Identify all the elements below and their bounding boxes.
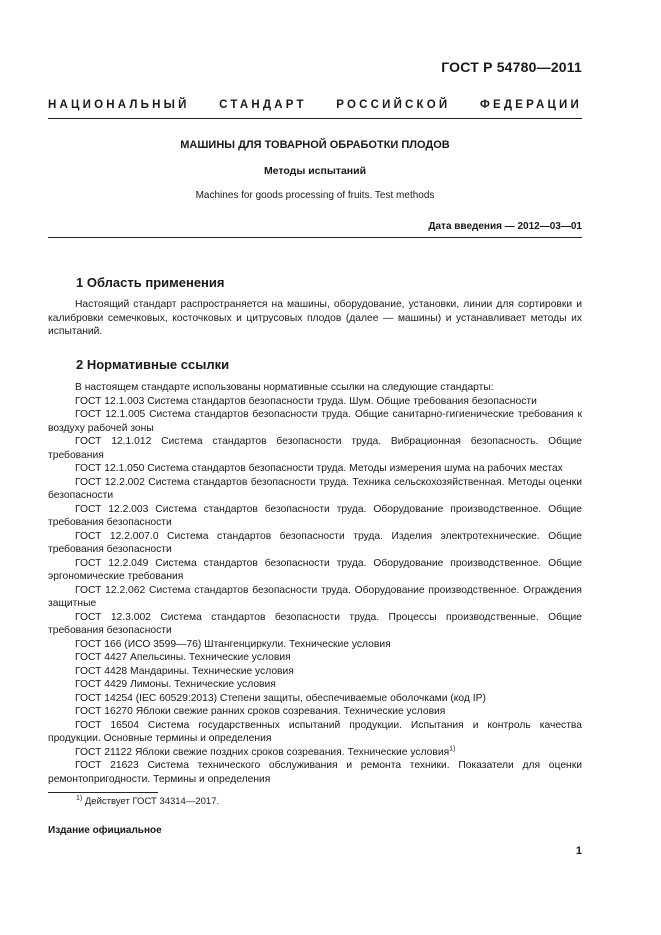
reference-item — [48, 746, 582, 760]
footnote-text: Действует ГОСТ 34314—2017. — [84, 796, 220, 807]
reference-item: ГОСТ 12.2.007.0 Система стандартов безопасности труда. Изделия электротехнические. Общие требования безопасности — [48, 530, 582, 555]
reference-item: ГОСТ 12.3.002 Система стандартов безопасности труда. Процессы производственные. Общие требования безопасности — [48, 611, 582, 636]
national-standard-heading: НАЦИОНАЛЬНЫЙ СТАНДАРТ РОССИЙСКОЙ ФЕДЕРАЦИИ — [48, 99, 582, 111]
document-title: МАШИНЫ ДЛЯ ТОВАРНОЙ ОБРАБОТКИ ПЛОДОВ — [180, 139, 450, 151]
references-intro: В настоящем стандарте использованы нормативные ссылки на следующие стандарты: — [75, 382, 494, 393]
reference-item: ГОСТ 166 (ИСО 3599—76) Штангенциркули. Технические условия — [75, 638, 391, 650]
section-1-paragraph: Настоящий стандарт распространяется на машины, оборудование, установки, линии для сортировки и калибровки семечковых, косточковых и цитрусовых плодов (далее — машины) и устанавливает методы их испытаний. — [48, 299, 582, 337]
section-1-text — [48, 298, 582, 339]
footnote-divider — [48, 792, 158, 793]
reference-item-text: ГОСТ 21122 Яблоки свежие поздних сроков созревания. Технические условия — [75, 746, 450, 758]
reference-item: ГОСТ 12.2.062 Система стандартов безопасности труда. Оборудование производственное. Ограждения защитные — [48, 584, 582, 609]
header-divider — [48, 118, 582, 119]
reference-item: ГОСТ 21623 Система технического обслуживания и ремонта техники. Показатели для оценки ремонтопригодности. Термины и определения — [48, 760, 582, 785]
footnote-mark: 1) — [76, 794, 83, 802]
references-list — [48, 381, 582, 786]
reference-item: ГОСТ 12.1.012 Система стандартов безопасности труда. Вибрационная безопасность. Общие требования — [48, 436, 582, 461]
reference-item: ГОСТ 4427 Апельсины. Технические условия — [75, 652, 291, 663]
reference-item: ГОСТ 12.2.002 Система стандартов безопасности труда. Техника сельскохозяйственная. Методы оценки безопасности — [48, 476, 582, 501]
reference-item: ГОСТ 4428 Мандарины. Технические условия — [75, 665, 294, 677]
reference-item: ГОСТ 12.1.005 Система стандартов безопасности труда. Общие санитарно-гигиенические требования к воздуху рабочей зоны — [48, 409, 582, 434]
footnote-reference-mark: 1) — [449, 745, 456, 753]
document-subtitle: Методы испытаний — [263, 165, 367, 177]
footnote — [76, 796, 219, 807]
english-title: Machines for goods processing of fruits. Test methods — [195, 190, 435, 201]
section-2-heading: 2 Нормативные ссылки — [76, 357, 230, 372]
official-edition-label: Издание официальное — [48, 825, 162, 836]
reference-item: ГОСТ 16504 Система государственных испытаний продукции. Испытания и контроль качества продукции. Основные термины и определения — [48, 719, 582, 744]
reference-item: ГОСТ 16270 Яблоки свежие ранних сроков созревания. Технические условия — [75, 706, 446, 717]
introduction-date: Дата введения — 2012—03—01 — [428, 221, 582, 232]
reference-item: ГОСТ 12.2.003 Система стандартов безопасности труда. Оборудование производственное. Общие требования безопасности — [48, 503, 582, 528]
reference-item: ГОСТ 12.1.050 Система стандартов безопасности труда. Методы измерения шума на рабочих местах — [75, 463, 563, 474]
section-1-heading: 1 Область применения — [76, 275, 225, 290]
gost-code: ГОСТ Р 54780—2011 — [441, 59, 582, 75]
reference-item: ГОСТ 14254 (IEC 60529:2013) Степени защиты, обеспечиваемые оболочками (код IP) — [75, 692, 486, 704]
reference-item: ГОСТ 4429 Лимоны. Технические условия — [75, 679, 276, 690]
reference-item: ГОСТ 12.1.003 Система стандартов безопасности труда. Шум. Общие требования безопасности — [75, 395, 537, 407]
date-divider — [48, 237, 582, 238]
page-number: 1 — [575, 845, 582, 857]
reference-item: ГОСТ 12.2.049 Система стандартов безопасности труда. Оборудование производственное. Общие эргономические требования — [48, 557, 582, 582]
